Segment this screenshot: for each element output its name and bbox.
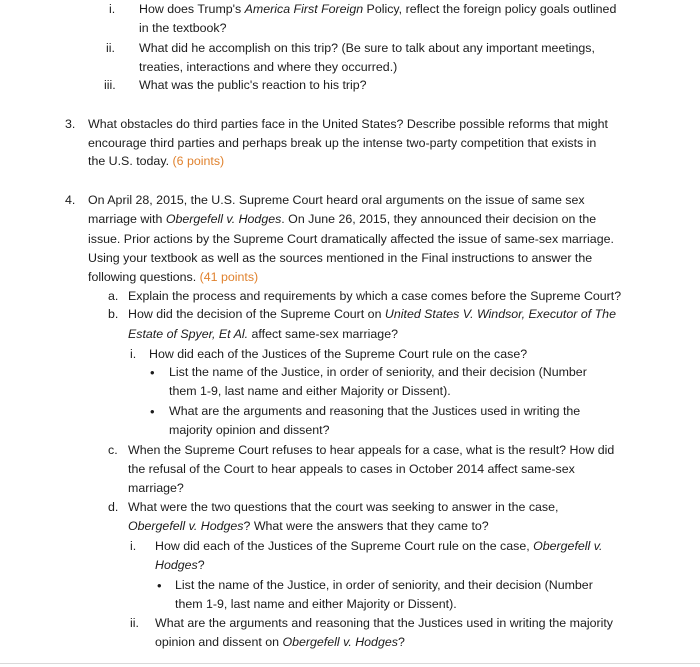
italic-title: America First Foreign: [244, 2, 364, 16]
text-segment: affect same-sex marriage?: [248, 327, 398, 341]
text-segment: ?: [197, 558, 205, 572]
question-4d-ii-label: ii.: [130, 616, 139, 630]
bottom-edge-line: [0, 663, 700, 664]
item-ii-label: ii.: [106, 41, 115, 55]
question-4b-line-2: [128, 326, 398, 343]
question-4c-line-2: [128, 461, 575, 478]
question-3-line-1: [88, 116, 608, 133]
text-segment: treaties, interactions and where they occurred.): [139, 60, 398, 74]
text-segment: How does Trump's: [139, 2, 245, 16]
question-4a-label: a.: [108, 289, 119, 303]
item-i-line-1: [139, 1, 616, 18]
question-4d-bullet-1-line-2: [175, 596, 457, 613]
question-4-line-5-text: [88, 270, 196, 284]
question-4c-line-1: [128, 442, 614, 459]
text-segment: How did each of the Justices of the Supreme Court rule on the case?: [149, 347, 528, 361]
question-4d-line-1: [128, 499, 558, 516]
question-4b-label: b.: [108, 307, 119, 321]
text-segment: What obstacles do third parties face in the United States? Describe possible reforms that might: [88, 117, 608, 131]
italic-title: Obergefell v. Hodges: [282, 635, 398, 649]
question-4-points: (41 points): [199, 270, 259, 284]
text-segment: ? What were the answers that they came to?: [243, 519, 489, 533]
italic-title: Estate of Spyer, Et Al.: [128, 327, 249, 341]
text-segment: On April 28, 2015, the U.S. Supreme Court heard oral arguments on the issue of same sex: [88, 193, 585, 207]
text-segment: What were the two questions that the court was seeking to answer in the case,: [128, 500, 559, 514]
text-segment: What are the arguments and reasoning that the Justices used in writing the majority: [155, 616, 614, 630]
text-segment: List the name of the Justice, in order of seniority, and their decision (Number: [169, 365, 587, 379]
text-segment: the U.S. today.: [88, 154, 170, 168]
text-segment: them 1-9, last name and either Majority or Dissent).: [169, 384, 451, 398]
question-4d-ii-line-1: [155, 615, 613, 632]
question-4-line-1: [88, 192, 585, 209]
text-segment: them 1-9, last name and either Majority or Dissent).: [175, 597, 457, 611]
item-ii-line-1: [139, 40, 595, 57]
item-iii-line-1: [139, 77, 367, 94]
italic-title: Obergefell v.: [533, 539, 603, 553]
italic-title: Obergefell v. Hodges: [128, 519, 244, 533]
text-segment: issue. Prior actions by the Supreme Court dramatically affected the issue of same-sex marriage.: [88, 232, 614, 246]
text-segment: in the textbook?: [139, 21, 227, 35]
question-4d-i-line-1: [155, 538, 602, 555]
text-segment: How did each of the Justices of the Supreme Court rule on the case,: [155, 539, 534, 553]
bullet-icon: •: [150, 404, 155, 419]
question-3-line-3-text: [88, 154, 169, 168]
question-4-line-2: [88, 211, 596, 228]
text-segment: ?: [397, 635, 405, 649]
question-4-line-5: [88, 269, 258, 286]
text-segment: Explain the process and requirements by which a case comes before the Supreme Court?: [128, 289, 622, 303]
text-segment: the refusal of the Court to hear appeals to cases in October 2014 affect same-sex: [128, 462, 575, 476]
question-4d-bullet-1-line-1: [175, 577, 593, 594]
question-4d-i-line-2: [155, 557, 205, 574]
question-4b-bullet-2-line-1: [169, 403, 580, 420]
text-segment: Using your textbook as well as the sources mentioned in the Final instructions to answer the: [88, 251, 593, 265]
text-segment: . On June 26, 2015, they announced their decision on the: [281, 212, 597, 226]
bullet-icon: •: [157, 578, 162, 593]
question-3-line-2: [88, 135, 596, 152]
text-segment: encourage third parties and perhaps break up the intense two-party competition that exists in: [88, 136, 597, 150]
text-segment: List the name of the Justice, in order of seniority, and their decision (Number: [175, 578, 593, 592]
text-segment: majority opinion and dissent?: [169, 423, 330, 437]
text-segment: opinion and dissent on: [155, 635, 283, 649]
text-segment: Policy, reflect the foreign policy goals outlined: [363, 2, 617, 16]
question-4b-i-line-1: [149, 346, 527, 363]
question-3-points: (6 points): [172, 154, 225, 168]
question-4c-label: c.: [108, 443, 118, 457]
text-segment: What are the arguments and reasoning that the Justices used in writing the: [169, 404, 581, 418]
text-segment: marriage?: [128, 481, 184, 495]
question-4a-line-1: [128, 288, 621, 305]
italic-title: Hodges: [155, 558, 198, 572]
question-3-line-3: [88, 153, 224, 170]
item-ii-line-2: [139, 59, 397, 76]
question-4d-label: d.: [108, 500, 119, 514]
question-4b-line-1: [128, 306, 616, 323]
item-iii-label: iii.: [104, 78, 116, 92]
bullet-icon: •: [150, 365, 155, 380]
italic-title: Obergefell v. Hodges: [165, 212, 282, 226]
question-4b-bullet-1-line-1: [169, 364, 587, 381]
question-4b-bullet-2-line-2: [169, 422, 330, 439]
question-3-number: 3.: [65, 117, 76, 131]
item-i-line-2: [139, 20, 227, 37]
question-4b-bullet-1-line-2: [169, 383, 451, 400]
question-4c-line-3: [128, 480, 184, 497]
question-4d-line-2: [128, 518, 489, 535]
text-segment: What was the public's reaction to his trip?: [139, 78, 367, 92]
text-segment: How did the decision of the Supreme Court on: [128, 307, 385, 321]
item-i-label: i.: [109, 2, 116, 16]
question-4b-i-label: i.: [130, 347, 137, 361]
text-segment: When the Supreme Court refuses to hear appeals for a case, what is the result? How did: [128, 443, 615, 457]
question-4-number: 4.: [65, 193, 76, 207]
text-segment: What did he accomplish on this trip? (Be sure to talk about any important meetings,: [139, 41, 595, 55]
question-4d-ii-line-2: [155, 634, 405, 651]
text-segment: marriage with: [88, 212, 166, 226]
question-4-line-3: [88, 231, 614, 248]
italic-title: United States V. Windsor, Executor of The: [384, 307, 616, 321]
question-4d-i-label: i.: [130, 539, 137, 553]
question-4-line-4: [88, 250, 592, 267]
text-segment: following questions.: [88, 270, 197, 284]
